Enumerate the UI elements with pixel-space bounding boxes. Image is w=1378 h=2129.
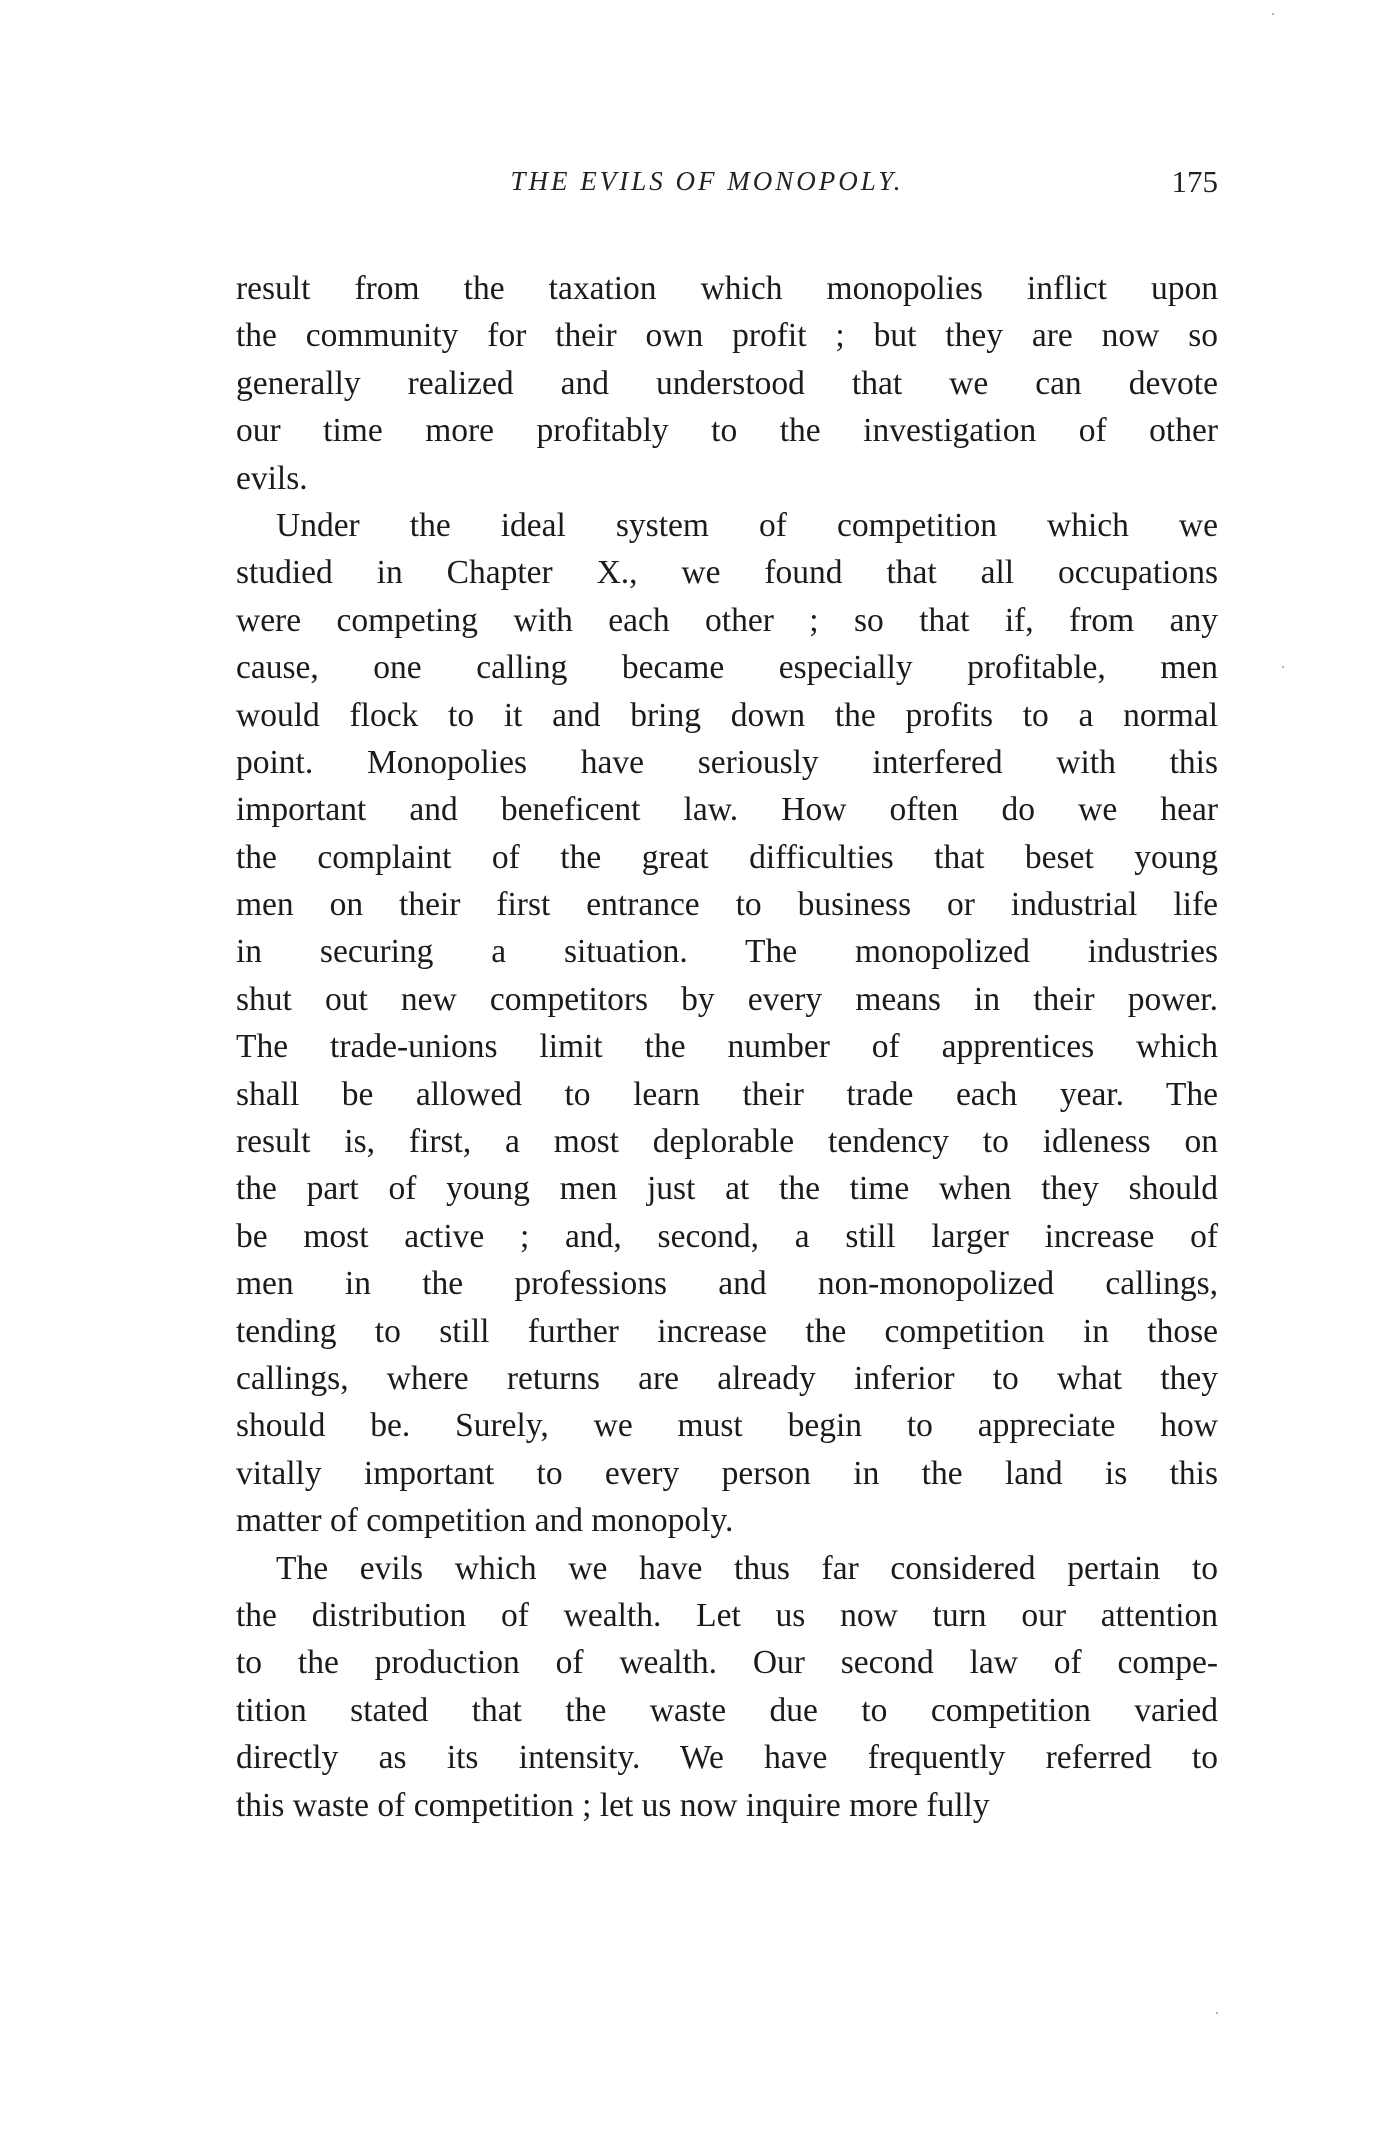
text-line: to the production of wealth. Our second law of compe- xyxy=(236,1644,1218,1682)
text-line: generally realized and understood that we can devote xyxy=(236,364,1218,402)
text-line: men in the professions and non-monopolized callings, xyxy=(236,1265,1218,1303)
text-line: our time more profitably to the investigation of other xyxy=(236,412,1218,450)
text-line: the complaint of the great difficulties that beset young xyxy=(236,838,1218,876)
text-line: directly as its intensity. We have frequently referred to xyxy=(236,1739,1218,1777)
text-line: shall be allowed to learn their trade each year. The xyxy=(236,1075,1218,1113)
text-line: The evils which we have thus far considered pertain to xyxy=(276,1549,1218,1587)
text-line: be most active ; and, second, a still larger increase of xyxy=(236,1217,1218,1255)
page-header xyxy=(236,166,1218,216)
text-line: cause, one calling became especially profitable, men xyxy=(236,649,1218,687)
text-line: in securing a situation. The monopolized industries xyxy=(236,933,1218,971)
text-line: the distribution of wealth. Let us now turn our attention xyxy=(236,1596,1218,1634)
text-line: evils. xyxy=(236,459,308,497)
text-line: important and beneficent law. How often do we hear xyxy=(236,791,1218,829)
text-line: would flock to it and bring down the profits to a normal xyxy=(236,696,1218,734)
text-line: vitally important to every person in the land is this xyxy=(236,1454,1218,1492)
scan-speck xyxy=(1272,13,1274,15)
text-line: studied in Chapter X., we found that all occupations xyxy=(236,554,1218,592)
text-line: this waste of competition ; let us now inquire more fully xyxy=(236,1786,990,1824)
paragraph xyxy=(236,502,1218,1545)
text-line: The trade-unions limit the number of apprentices which xyxy=(236,1028,1218,1066)
running-title: THE EVILS OF MONOPOLY. xyxy=(510,166,904,196)
text-line: result from the taxation which monopolies inflict upon xyxy=(236,270,1218,307)
text-line: should be. Surely, we must begin to appreciate how xyxy=(236,1407,1218,1445)
paragraph xyxy=(236,265,1218,502)
text-line: the part of young men just at the time when they should xyxy=(236,1170,1218,1208)
text-line: tending to still further increase the competition in those xyxy=(236,1312,1218,1350)
text-line: result is, first, a most deplorable tendency to idleness on xyxy=(236,1123,1218,1161)
text-line: tition stated that the waste due to competition varied xyxy=(236,1691,1218,1729)
text-line: point. Monopolies have seriously interfered with this xyxy=(236,743,1218,781)
text-line: were competing with each other ; so that if, from any xyxy=(236,601,1218,639)
text-line: callings, where returns are already inferior to what they xyxy=(236,1359,1218,1397)
scan-speck xyxy=(1216,2012,1218,2014)
text-line: matter of competition and monopoly. xyxy=(236,1502,734,1540)
paragraph xyxy=(236,1545,1218,1829)
text-line: men on their first entrance to business or industrial life xyxy=(236,886,1218,924)
text-line: the community for their own profit ; but they are now so xyxy=(236,317,1218,355)
text-line: shut out new competitors by every means in their power. xyxy=(236,980,1218,1018)
text-line: Under the ideal system of competition which we xyxy=(276,506,1218,544)
scan-speck xyxy=(1282,666,1284,668)
body-text xyxy=(236,265,1218,1829)
page-number: 175 xyxy=(1171,164,1218,199)
